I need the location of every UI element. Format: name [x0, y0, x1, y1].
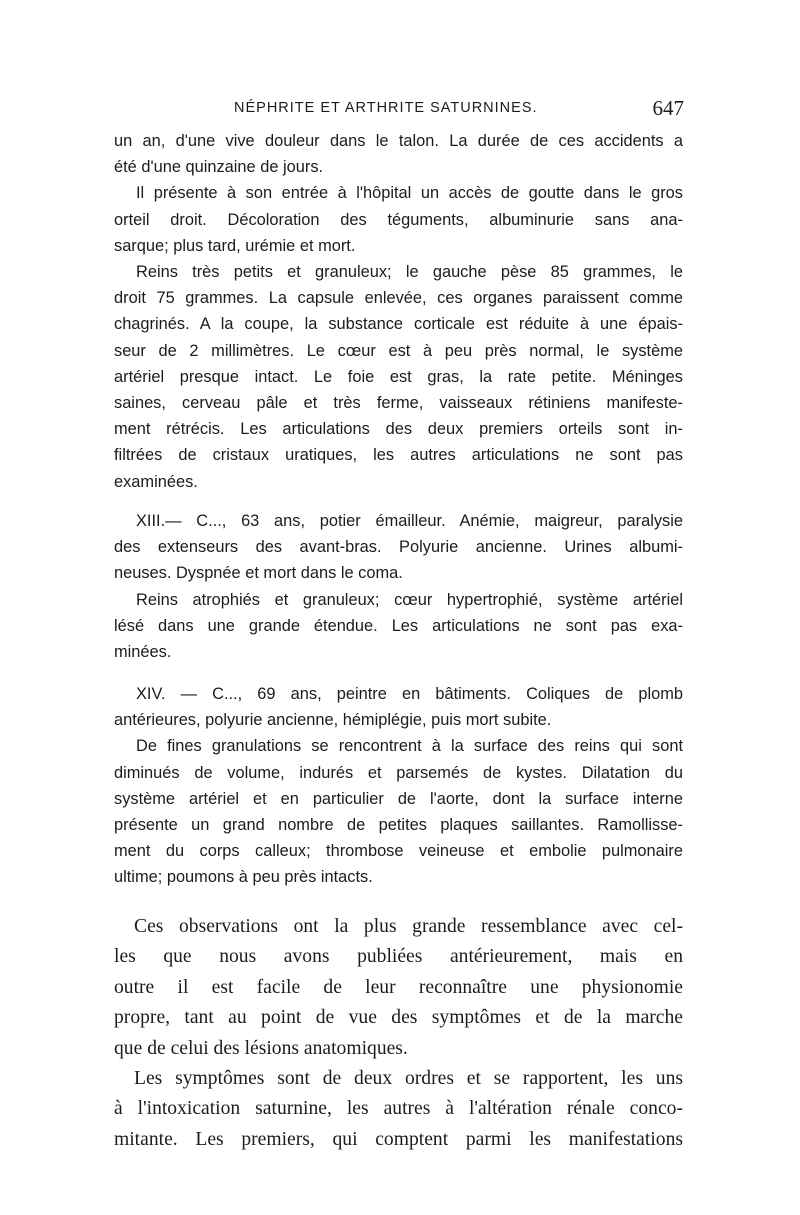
running-title: NÉPHRITE ET ARTHRITE SATURNINES. — [234, 100, 538, 116]
text-line: Il présente à son entrée à l'hôpital un accès de goutte dans le gros — [136, 184, 683, 203]
text-line: artériel presque intact. Le foie est gras, la rate petite. Méninges — [114, 367, 683, 386]
text-line: propre, tant au point de vue des symptômes et de la marche — [114, 1007, 683, 1029]
text-line: que de celui des lésions anatomiques. — [114, 1037, 408, 1059]
text-line: antérieures, polyurie ancienne, hémiplégie, puis mort subite. — [114, 711, 552, 730]
page-header — [114, 96, 684, 124]
text-line: un an, d'une vive douleur dans le talon. La durée de ces accidents a — [114, 132, 683, 150]
text-line: chagrinés. A la coupe, la substance corticale est réduite à une épais- — [114, 315, 683, 334]
text-line: ment rétrécis. Les articulations des deux premiers orteils sont in- — [114, 420, 683, 439]
text-line: Ces observations ont la plus grande ressemblance avec cel- — [134, 916, 683, 937]
case-xii-continuation — [114, 128, 683, 495]
text-line: seur de 2 millimètres. Le cœur est à peu près normal, le système — [114, 341, 683, 360]
text-line: les que nous avons publiées antérieurement, mais en — [114, 946, 683, 968]
text-line: minées. — [114, 643, 172, 662]
text-line: lésé dans une grande étendue. Les articulations ne sont pas exa- — [114, 616, 683, 635]
text-line: ment du corps calleux; thrombose veineuse et embolie pulmonaire — [114, 842, 683, 861]
text-line: à l'intoxication saturnine, les autres à l'altération rénale conco- — [114, 1098, 683, 1120]
text-line: droit 75 grammes. La capsule enlevée, ces organes paraissent comme — [114, 289, 683, 308]
text-line: examinées. — [114, 472, 198, 491]
text-line: été d'une quinzaine de jours. — [114, 158, 324, 177]
text-line: Reins très petits et granuleux; le gauche pèse 85 grammes, le — [136, 263, 683, 282]
text-line: diminués de volume, indurés et parsemés de kystes. Dilatation du — [114, 763, 683, 782]
text-line: orteil droit. Décoloration des téguments, albuminurie sans ana- — [114, 210, 683, 229]
text-line: saines, cerveau pâle et très ferme, vaisseaux rétiniens manifeste- — [114, 394, 683, 413]
text-line: filtrées de cristaux uratiques, les autres articulations ne sont pas — [114, 446, 683, 465]
text-line: sarque; plus tard, urémie et mort. — [114, 236, 356, 255]
case-xiii — [114, 508, 683, 665]
text-line: des extenseurs des avant-bras. Polyurie ancienne. Urines albumi- — [114, 538, 683, 557]
main-body-text — [114, 912, 683, 1155]
text-line: De fines granulations se rencontrent à la surface des reins qui sont — [136, 737, 683, 756]
text-line: Les symptômes sont de deux ordres et se rapportent, les uns — [134, 1068, 683, 1090]
page-number: 647 — [652, 96, 684, 120]
text-line: XIII.— C..., 63 ans, potier émailleur. Anémie, maigreur, paralysie — [136, 512, 683, 530]
case-xiv — [114, 681, 683, 891]
text-line: présente un grand nombre de petites plaques saillantes. Ramollisse- — [114, 816, 683, 835]
text-line: outre il est facile de leur reconnaître une physionomie — [114, 976, 683, 998]
text-line: ultime; poumons à peu près intacts. — [114, 868, 373, 887]
text-line: XIV. — C..., 69 ans, peintre en bâtiments. Coliques de plomb — [136, 685, 683, 703]
text-line: Reins atrophiés et granuleux; cœur hypertrophié, système artériel — [136, 590, 683, 609]
text-line: mitante. Les premiers, qui comptent parmi les manifestations — [114, 1128, 683, 1150]
text-line: neuses. Dyspnée et mort dans le coma. — [114, 564, 403, 583]
text-line: système artériel et en particulier de l'aorte, dont la surface interne — [114, 789, 683, 808]
